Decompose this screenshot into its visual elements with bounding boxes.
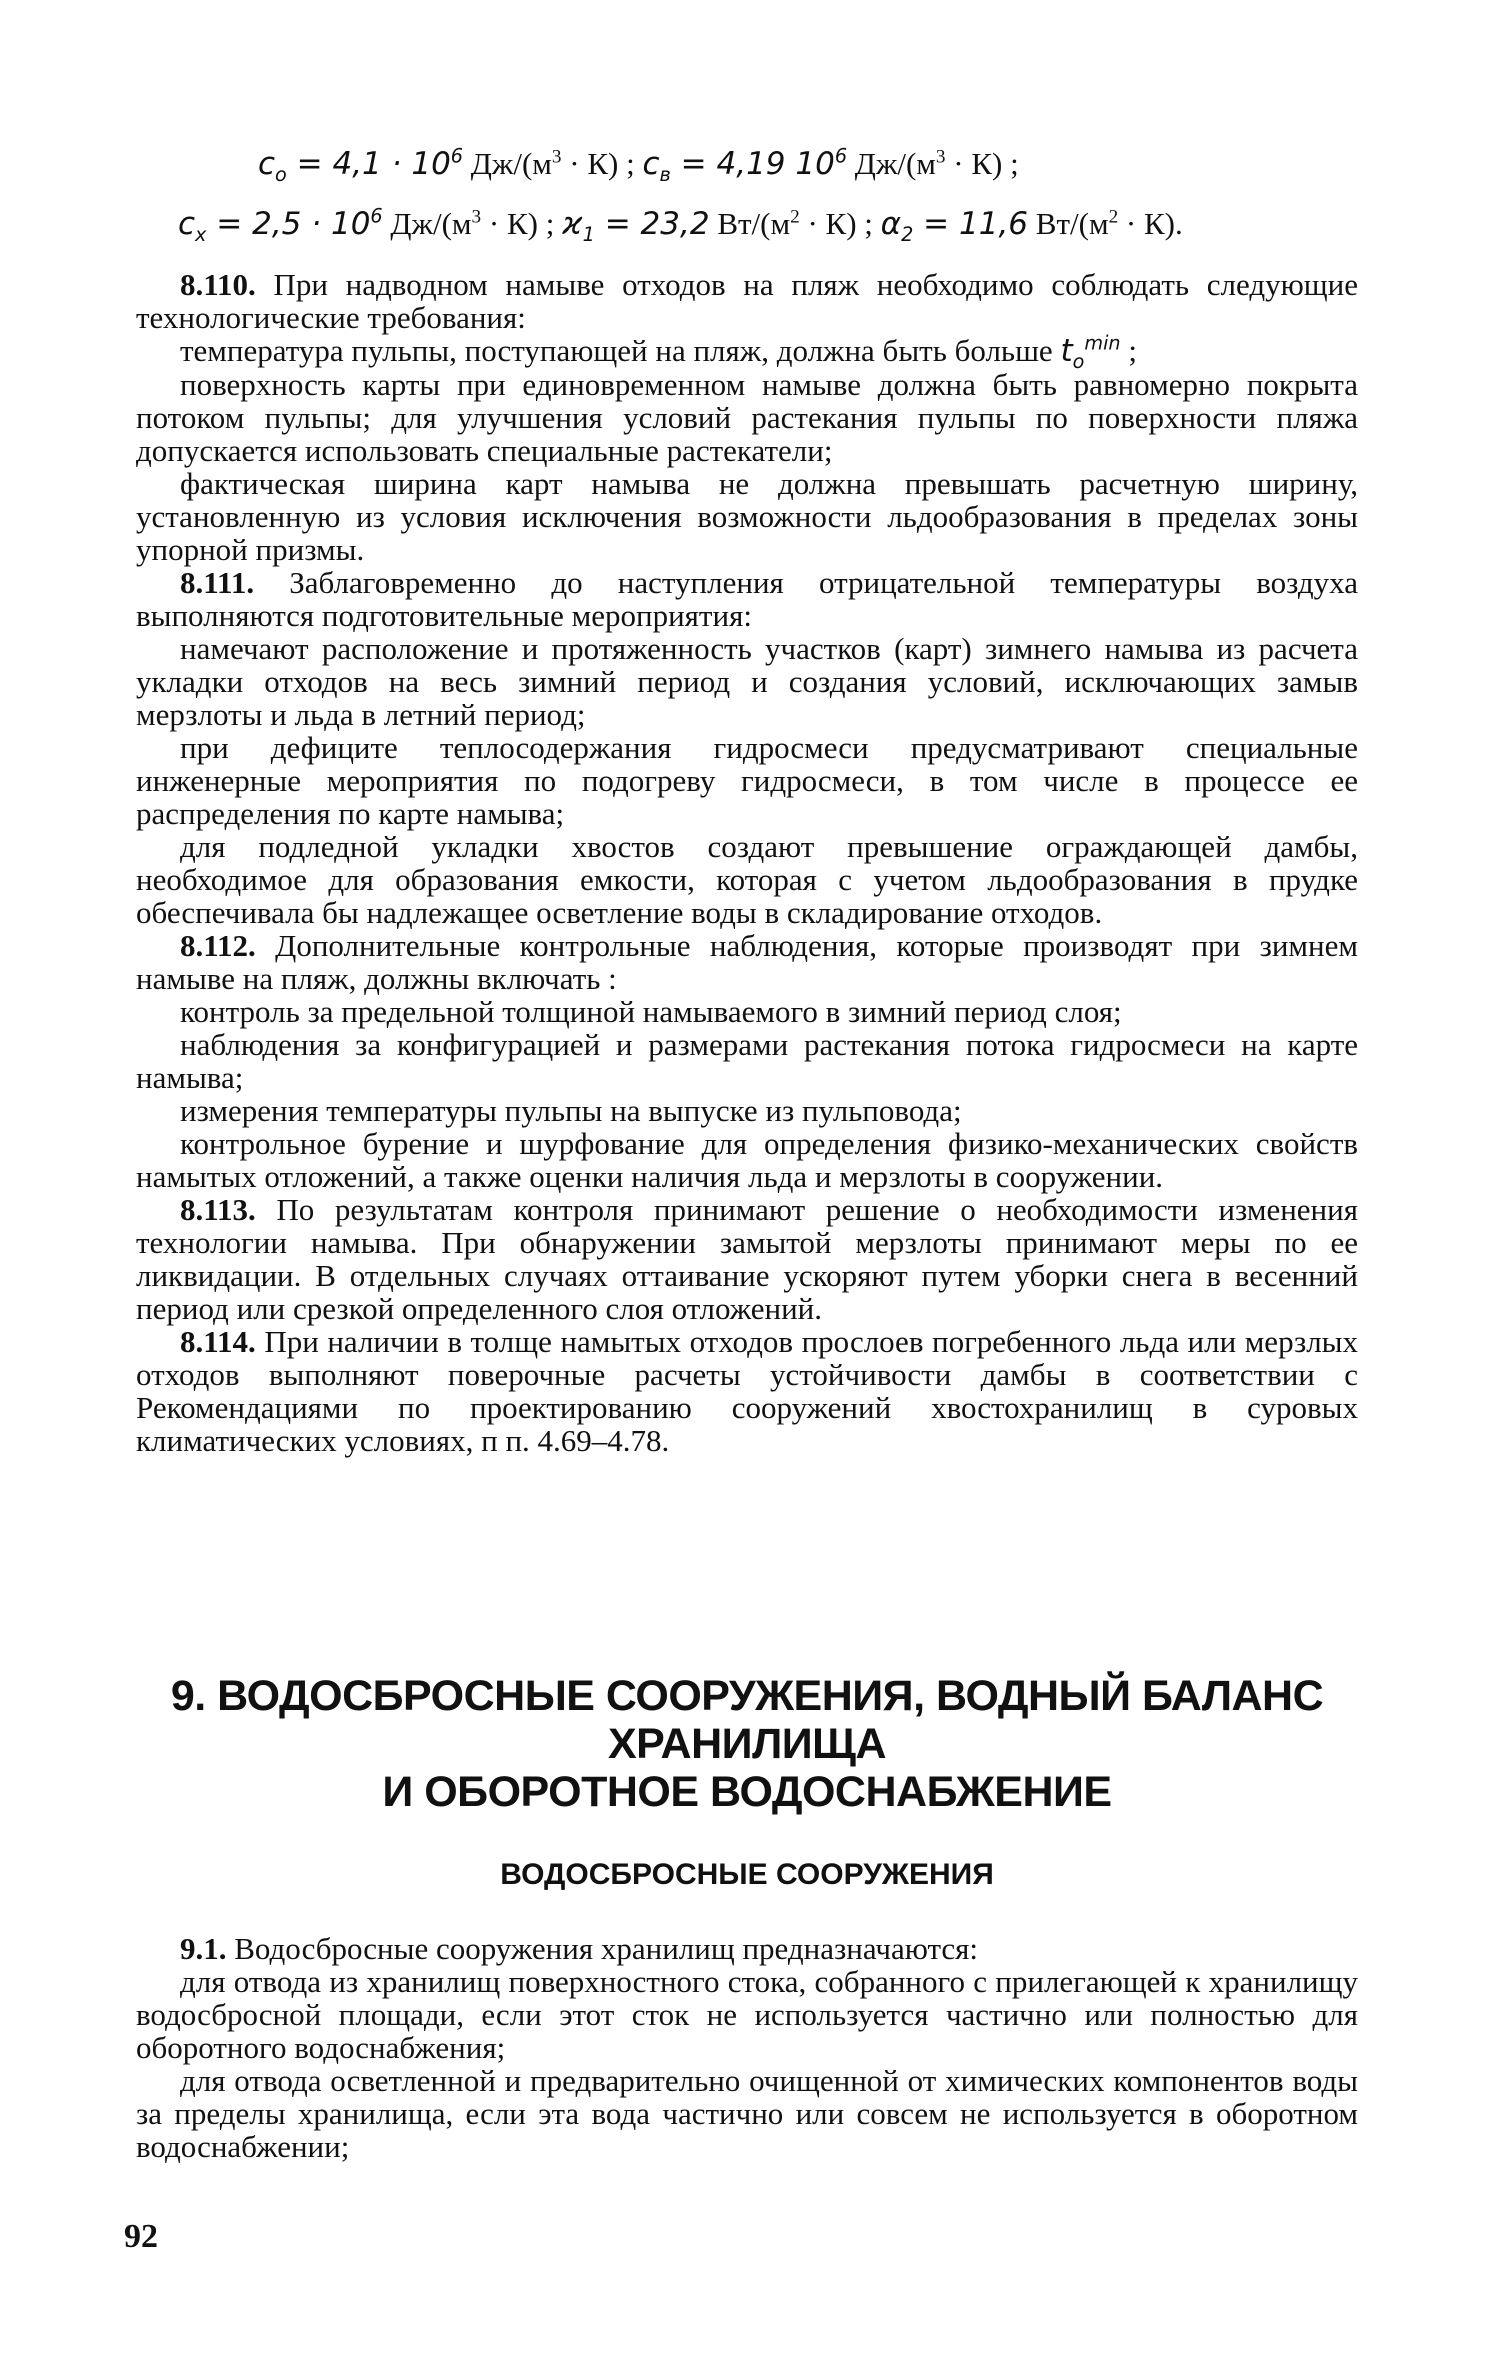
section-9-body — [136, 1932, 1358, 2163]
formula-value: = 23,2 — [594, 206, 710, 242]
paragraph-8-112 — [136, 929, 1358, 995]
formula-symbol: ϰ — [562, 206, 583, 242]
formula-subscript: в — [659, 163, 671, 187]
paragraph-8-112-d: контрольное бурение и шурфование для определения физико-механических свойств намытых отложений, а также оценки наличия льда и мерзлоты в сооружении. — [136, 1126, 1358, 1194]
formula-subscript: 2 — [901, 223, 914, 247]
t-min-superscript: min — [1084, 331, 1121, 355]
paragraph-number: 8.114. — [180, 1324, 256, 1359]
paragraph-8-111-c: для подледной укладки хвостов создают превышение ограждающей дамбы, необходимое для образования емкости, которая с учетом льдообразования в прудке обеспечивала бы надлежащее осветление воды в складирование отходов. — [136, 829, 1358, 930]
paragraph-8-112-c: измерения температуры пульпы на выпуске из пульповода; — [180, 1093, 962, 1128]
paragraph-text: По результатам контроля принимают решение о необходимости изменения технологии намыва. При обнаружении замытой мерзлоты принимают меры по ее ликвидации. В отдельных случаях оттаивание ускоряют путем уборки снега в весенний период или срезкой определенного слоя отложений. — [136, 1192, 1358, 1326]
formula-symbol: c — [642, 146, 660, 182]
paragraph-number: 8.112. — [180, 928, 256, 963]
paragraph-text: ; — [1120, 333, 1137, 368]
paragraph-8-113 — [136, 1193, 1358, 1325]
formula-unit: Вт/(м — [709, 206, 791, 241]
paragraph-8-112-a: контроль за предельной толщиной намываемого в зимний период слоя; — [180, 994, 1122, 1029]
formula-unit-end: · К) ; — [799, 206, 881, 241]
t-min-subscript: o — [1072, 350, 1085, 374]
formula-unit-end: · К) ; — [481, 206, 563, 241]
paragraph-8-110-c: фактическая ширина карт намыва не должна превышать расчетную ширину, установленную из условия исключения возможности льдообразования в пределах зоны упорной призмы. — [136, 466, 1358, 567]
subsection-title: ВОДОСБРОСНЫЕ СООРУЖЕНИЯ — [500, 1858, 994, 1891]
section-title-line: 9. ВОДОСБРОСНЫЕ СООРУЖЕНИЯ, ВОДНЫЙ БАЛАНС — [170, 1672, 1324, 1720]
paragraph-8-110-a — [136, 331, 1358, 374]
formula-subscript: o — [275, 163, 287, 187]
formula-unit: Дж/(м — [463, 146, 552, 181]
formula-line-1 — [258, 144, 1019, 187]
formula-value: = 2,5 · 10 — [206, 206, 371, 242]
formula-unit: Дж/(м — [382, 206, 472, 241]
paragraph-8-111-b: при дефиците теплосодержания гидросмеси предусматривают специальные инженерные мероприятия по подогреву гидросмеси, в том числе в процессе ее распределения по карте намыва; — [136, 730, 1358, 831]
formula-unit-end: · К). — [1118, 206, 1183, 241]
paragraph-number: 9.1. — [180, 1931, 227, 1966]
formula-unit-end: · К) ; — [945, 146, 1019, 181]
formula-value: = 4,1 · 10 — [286, 146, 451, 182]
formula-exponent: 6 — [450, 144, 464, 168]
formula-symbol: α — [880, 206, 902, 242]
paragraph-text: температура пульпы, поступающей на пляж, должна быть больше — [180, 333, 1061, 368]
formula-symbol: c — [178, 206, 196, 242]
paragraph-8-111-a: намечают расположение и протяженность участков (карт) зимнего намыва из расчета укладки отходов на весь зимний период и создания условий, исключающих замыв мерзлоты и льда в летний период; — [136, 631, 1358, 732]
paragraph-text: При наличии в толще намытых отходов прослоев погребенного льда или мерзлых отходов выполняют поверочные расчеты устойчивости дамбы в соответствии с Рекомендациями по проектированию сооружений хвостохранилищ в суровых климатических условиях, п п. 4.69–4.78. — [136, 1324, 1358, 1458]
t-min-symbol: t — [1060, 333, 1073, 369]
formula-value: = 11,6 — [913, 206, 1029, 242]
formula-unit-exponent: 2 — [1108, 206, 1119, 228]
paragraph-8-110 — [136, 268, 1358, 334]
section-9-title — [136, 1672, 1358, 1816]
paragraph-8-111 — [136, 566, 1358, 632]
formula-subscript: x — [195, 223, 207, 247]
paragraph-8-114 — [136, 1325, 1358, 1457]
paragraph-text: При надводном намыве отходов на пляж необходимо соблюдать следующие технологические требования: — [136, 267, 1358, 335]
formula-exponent: 6 — [834, 144, 848, 168]
formula-unit-exponent: 3 — [935, 146, 946, 168]
section-title-line: И ОБОРОТНОЕ ВОДОСНАБЖЕНИЕ — [382, 1768, 1112, 1816]
formula-unit-exponent: 3 — [551, 146, 562, 168]
paragraph-8-110-b: поверхность карты при единовременном намыве должна быть равномерно покрыта потоком пульпы; для улучшения условий растекания пульпы по поверхности пляжа допускается использовать специальные растекатели; — [136, 367, 1358, 468]
formula-value: = 4,19 10 — [670, 146, 835, 182]
formula-unit-exponent: 3 — [471, 206, 482, 228]
paragraph-text: Водосбросные сооружения хранилищ предназначаются: — [226, 1931, 979, 1966]
formula-unit: Дж/(м — [847, 146, 936, 181]
paragraph-8-112-b: наблюдения за конфигурацией и размерами растекания потока гидросмеси на карте намыва; — [136, 1027, 1358, 1095]
formula-exponent: 6 — [370, 204, 383, 228]
formula-unit-exponent: 2 — [790, 206, 800, 228]
paragraph-number: 8.110. — [180, 267, 256, 302]
paragraph-9-1-a: для отвода из хранилищ поверхностного стока, собранного с прилегающей к хранилищу водосбросной площади, если этот сток не используется частично или полностью для оборотного водоснабжения; — [136, 1964, 1358, 2065]
paragraph-number: 8.113. — [180, 1192, 256, 1227]
formula-subscript: 1 — [582, 223, 595, 247]
paragraph-9-1-b: для отвода осветленной и предварительно очищенной от химических компонентов воды за пределы хранилища, если эта вода частично или совсем не используется в оборотном водоснабжении; — [136, 2063, 1358, 2164]
formula-unit: Вт/(м — [1028, 206, 1109, 241]
section-title-line: ХРАНИЛИЩА — [607, 1720, 887, 1768]
paragraph-number: 8.111. — [180, 565, 255, 600]
paragraph-text: Заблаговременно до наступления отрицательной температуры воздуха выполняются подготовительные мероприятия: — [136, 565, 1358, 633]
formula-unit-end: · К) ; — [561, 146, 643, 181]
formula-symbol: c — [258, 146, 276, 182]
paragraph-text: Дополнительные контрольные наблюдения, которые производят при зимнем намыве на пляж, должны включать : — [136, 928, 1358, 996]
page-number: 92 — [124, 2218, 158, 2255]
section-8-body — [136, 268, 1358, 1457]
paragraph-9-1 — [136, 1932, 1358, 1965]
formula-line-2 — [178, 204, 1183, 247]
